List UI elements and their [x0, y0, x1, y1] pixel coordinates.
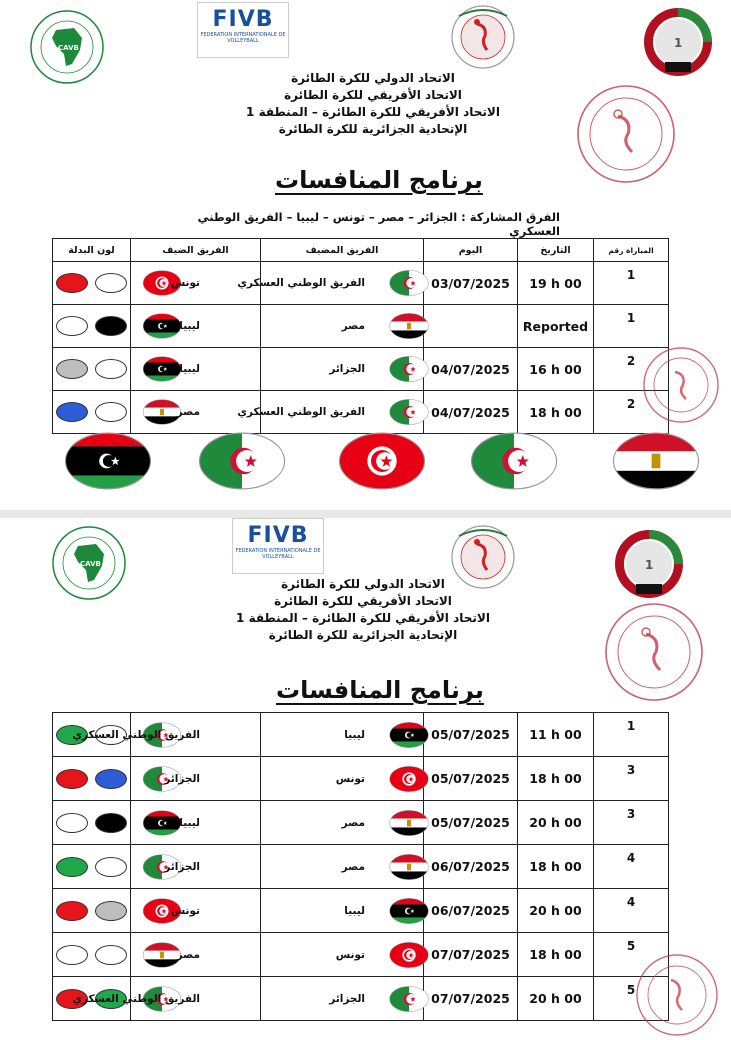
- host-algeria-flag-icon: [389, 269, 429, 297]
- host-libya-flag-icon: [389, 721, 429, 749]
- guest-team-cell: [131, 348, 261, 391]
- guest-team-name: الفريق الوطني العسكري: [72, 728, 200, 741]
- guest-team-cell: [131, 757, 261, 801]
- flags-row: [0, 430, 731, 496]
- kit-color-grey-swatch: [95, 901, 127, 921]
- match-time-cell: Reported: [518, 305, 594, 348]
- match-number-cell: 5: [594, 933, 669, 977]
- kit-color-blue-swatch: [95, 769, 127, 789]
- big-tunisia-flag-icon: [338, 430, 426, 492]
- match-day-cell: 04/07/2025: [424, 348, 518, 391]
- match-time-cell: 20 h 00: [518, 977, 594, 1021]
- column-header-kit: لون البدلة: [53, 239, 131, 262]
- host-team-cell: [261, 757, 424, 801]
- fivb-logo-text: FIVB: [247, 523, 309, 548]
- kit-colors-cell: [53, 348, 131, 391]
- big-egypt-flag-icon: [612, 430, 700, 492]
- schedule-table-2: [52, 712, 669, 1021]
- host-team-cell: [261, 889, 424, 933]
- guest-team-cell: [131, 889, 261, 933]
- host-egypt-flag-icon: [389, 853, 429, 881]
- kit-colors-cell: [53, 889, 131, 933]
- kit-colors-cell: [53, 757, 131, 801]
- guest-team-name: الجزائر: [164, 860, 200, 873]
- page-title: برنامج المنافسات: [276, 676, 484, 704]
- match-time-cell: 16 h 00: [518, 348, 594, 391]
- table-header-row: [53, 239, 669, 262]
- match-number-cell: 2: [594, 391, 669, 434]
- guest-team-name: الجزائر: [164, 772, 200, 785]
- table-row: [53, 305, 669, 348]
- match-day-cell: 03/07/2025: [424, 262, 518, 305]
- host-team-name: مصر: [341, 320, 365, 332]
- big-algeria-flag-icon: [198, 430, 286, 492]
- column-header-host: الفريق المضيف: [261, 239, 424, 262]
- guest-team-name: الفريق الوطني العسكري: [72, 992, 200, 1005]
- fivb-logo: [197, 2, 289, 58]
- match-day-cell: [424, 305, 518, 348]
- table-row: [53, 262, 669, 305]
- guest-team-cell: [131, 801, 261, 845]
- big-libya-flag-icon: [64, 430, 152, 492]
- guest-libya-flag-icon: [139, 313, 185, 339]
- guest-team-cell: [72, 977, 261, 1021]
- guest-team-cell: [131, 305, 261, 348]
- host-team-name: الجزائر: [329, 992, 365, 1005]
- federation-stamp-small: [640, 344, 722, 426]
- kit-color-grey-swatch: [56, 359, 88, 379]
- kit-color-green-swatch: [56, 857, 88, 877]
- column-header-day: اليوم: [424, 239, 518, 262]
- match-time-cell: 20 h 00: [518, 889, 594, 933]
- kit-color-red-swatch: [56, 769, 88, 789]
- match-day-cell: 05/07/2025: [424, 801, 518, 845]
- host-team-name: تونس: [335, 772, 365, 785]
- host-team-cell: [261, 845, 424, 889]
- match-day-cell: 05/07/2025: [424, 713, 518, 757]
- header-line-2: الاتحاد الأفريقي للكرة الطائرة: [274, 594, 452, 608]
- guest-team-name: تونس: [170, 904, 200, 917]
- big-algeria-flag-icon: [470, 430, 558, 492]
- schedule-page-2: [0, 518, 731, 1024]
- host-team-name: الفريق الوطني العسكري: [237, 406, 365, 418]
- kit-color-red-swatch: [56, 273, 88, 293]
- match-number-cell: 1: [594, 262, 669, 305]
- table-row: [53, 889, 669, 933]
- match-number-cell: 4: [594, 845, 669, 889]
- table-row: [53, 348, 669, 391]
- guest-team-name: ليبيا: [179, 363, 200, 375]
- column-header-match-no: المباراة رقم: [594, 239, 669, 262]
- host-team-name: مصر: [341, 816, 365, 829]
- header-line-1: الاتحاد الدولي للكرة الطائرة: [281, 577, 445, 591]
- kit-color-white-swatch: [95, 359, 127, 379]
- table-row: [53, 845, 669, 889]
- host-team-cell: [261, 348, 424, 391]
- host-algeria-flag-icon: [389, 398, 429, 426]
- header-line-1: الاتحاد الدولي للكرة الطائرة: [291, 71, 455, 85]
- table-row: [53, 933, 669, 977]
- match-number-cell: 1: [594, 305, 669, 348]
- host-egypt-flag-icon: [389, 312, 429, 340]
- federation-stamp: [600, 598, 708, 706]
- svg-text:1: 1: [674, 36, 683, 50]
- kit-colors-cell: [53, 391, 131, 434]
- kit-color-black-swatch: [95, 316, 127, 336]
- kit-color-white-swatch: [95, 945, 127, 965]
- kit-color-blue-swatch: [56, 402, 88, 422]
- zone1-volleyball-logo: [641, 2, 715, 82]
- host-team-cell: [261, 801, 424, 845]
- match-day-cell: 06/07/2025: [424, 889, 518, 933]
- guest-team-name: تونس: [170, 277, 200, 289]
- match-day-cell: 05/07/2025: [424, 757, 518, 801]
- fivb-logo: [232, 518, 324, 574]
- guest-libya-flag-icon: [139, 810, 185, 836]
- match-number-cell: 4: [594, 889, 669, 933]
- kit-colors-cell: [53, 262, 131, 305]
- schedule-table-1: [52, 238, 669, 434]
- match-time-cell: 19 h 00: [518, 262, 594, 305]
- host-libya-flag-icon: [389, 897, 429, 925]
- page-title: برنامج المنافسات: [275, 166, 483, 194]
- participating-teams: الفرق المشاركة : الجزائر – مصر – تونس – ليبيا – الفريق الوطني العسكري: [197, 210, 560, 238]
- kit-color-black-swatch: [95, 813, 127, 833]
- svg-text:CAVB: CAVB: [80, 560, 101, 568]
- guest-team-name: مصر: [176, 948, 200, 961]
- header-line-4: الإتحادية الجزائرية للكرة الطائرة: [268, 628, 458, 642]
- guest-team-cell: [72, 713, 261, 757]
- fivb-logo-subtext: FEDERATION INTERNATIONALE DE VOLLEYBALL: [235, 548, 321, 560]
- host-team-cell: [237, 262, 424, 305]
- svg-text:1: 1: [645, 558, 654, 572]
- kit-color-white-swatch: [56, 945, 88, 965]
- match-number-cell: 1: [594, 713, 669, 757]
- match-day-cell: 04/07/2025: [424, 391, 518, 434]
- match-day-cell: 06/07/2025: [424, 845, 518, 889]
- kit-colors-cell: [53, 845, 131, 889]
- federation-stamp-bottom: [632, 950, 722, 1040]
- guest-team-name: ليبيا: [179, 816, 200, 829]
- kit-color-red-swatch: [56, 901, 88, 921]
- fivb-logo-text: FIVB: [212, 7, 274, 32]
- cavb-logo: [44, 524, 134, 602]
- kit-color-white-swatch: [95, 857, 127, 877]
- zone1-volleyball-logo: [612, 524, 686, 604]
- page-separator: [0, 510, 731, 518]
- match-number-cell: 2: [594, 348, 669, 391]
- kit-colors-cell: [53, 801, 131, 845]
- host-team-name: الفريق الوطني العسكري: [237, 277, 365, 289]
- kit-colors-cell: [53, 933, 131, 977]
- table-row: [53, 757, 669, 801]
- match-time-cell: 20 h 00: [518, 801, 594, 845]
- host-team-cell: [261, 933, 424, 977]
- kit-color-white-swatch: [95, 402, 127, 422]
- host-team-cell: [261, 713, 424, 757]
- host-team-name: مصر: [341, 860, 365, 873]
- host-team-cell: [237, 391, 424, 434]
- header-line-3: الاتحاد الأفريقي للكرة الطائرة – المنطقة 1: [246, 105, 500, 119]
- host-egypt-flag-icon: [389, 809, 429, 837]
- host-team-name: ليبيا: [344, 728, 365, 741]
- header-line-2: الاتحاد الأفريقي للكرة الطائرة: [284, 88, 462, 102]
- match-day-cell: 07/07/2025: [424, 933, 518, 977]
- match-time-cell: 18 h 00: [518, 845, 594, 889]
- match-time-cell: 18 h 00: [518, 933, 594, 977]
- kit-color-white-swatch: [56, 813, 88, 833]
- guest-team-name: ليبيا: [179, 320, 200, 332]
- kit-colors-cell: [53, 305, 131, 348]
- header-line-4: الإتحادية الجزائرية للكرة الطائرة: [278, 122, 468, 136]
- header-block: [238, 70, 508, 138]
- host-tunisia-flag-icon: [389, 765, 429, 793]
- kit-color-white-swatch: [56, 316, 88, 336]
- match-time-cell: 11 h 00: [518, 713, 594, 757]
- svg-text:CAVB: CAVB: [58, 44, 79, 52]
- host-team-name: الجزائر: [329, 363, 365, 375]
- algerian-volleyball-federation-logo: [447, 4, 519, 70]
- schedule-page-1: [0, 0, 731, 510]
- host-algeria-flag-icon: [389, 355, 429, 383]
- guest-team-name: مصر: [176, 406, 200, 418]
- host-team-cell: [261, 977, 424, 1021]
- guest-team-cell: [131, 933, 261, 977]
- match-time-cell: 18 h 00: [518, 391, 594, 434]
- host-team-name: ليبيا: [344, 904, 365, 917]
- host-team-cell: [261, 305, 424, 348]
- table-row: [53, 977, 669, 1021]
- match-number-cell: 3: [594, 801, 669, 845]
- table-row: [53, 801, 669, 845]
- federation-stamp: [572, 80, 680, 188]
- match-day-cell: 07/07/2025: [424, 977, 518, 1021]
- header-line-3: الاتحاد الأفريقي للكرة الطائرة – المنطقة 1: [236, 611, 490, 625]
- column-header-date: التاريخ: [518, 239, 594, 262]
- table-row: [53, 391, 669, 434]
- guest-libya-flag-icon: [139, 356, 185, 382]
- host-algeria-flag-icon: [389, 985, 429, 1013]
- host-tunisia-flag-icon: [389, 941, 429, 969]
- fivb-logo-subtext: FEDERATION INTERNATIONALE DE VOLLEYBALL: [200, 32, 286, 44]
- match-time-cell: 18 h 00: [518, 757, 594, 801]
- header-block: [228, 576, 498, 644]
- match-number-cell: 5: [594, 977, 669, 1021]
- match-number-cell: 3: [594, 757, 669, 801]
- cavb-logo: [22, 8, 112, 86]
- host-team-name: تونس: [335, 948, 365, 961]
- table-row: [53, 713, 669, 757]
- kit-color-white-swatch: [95, 273, 127, 293]
- guest-team-cell: [131, 845, 261, 889]
- column-header-guest: الفريق الضيف: [131, 239, 261, 262]
